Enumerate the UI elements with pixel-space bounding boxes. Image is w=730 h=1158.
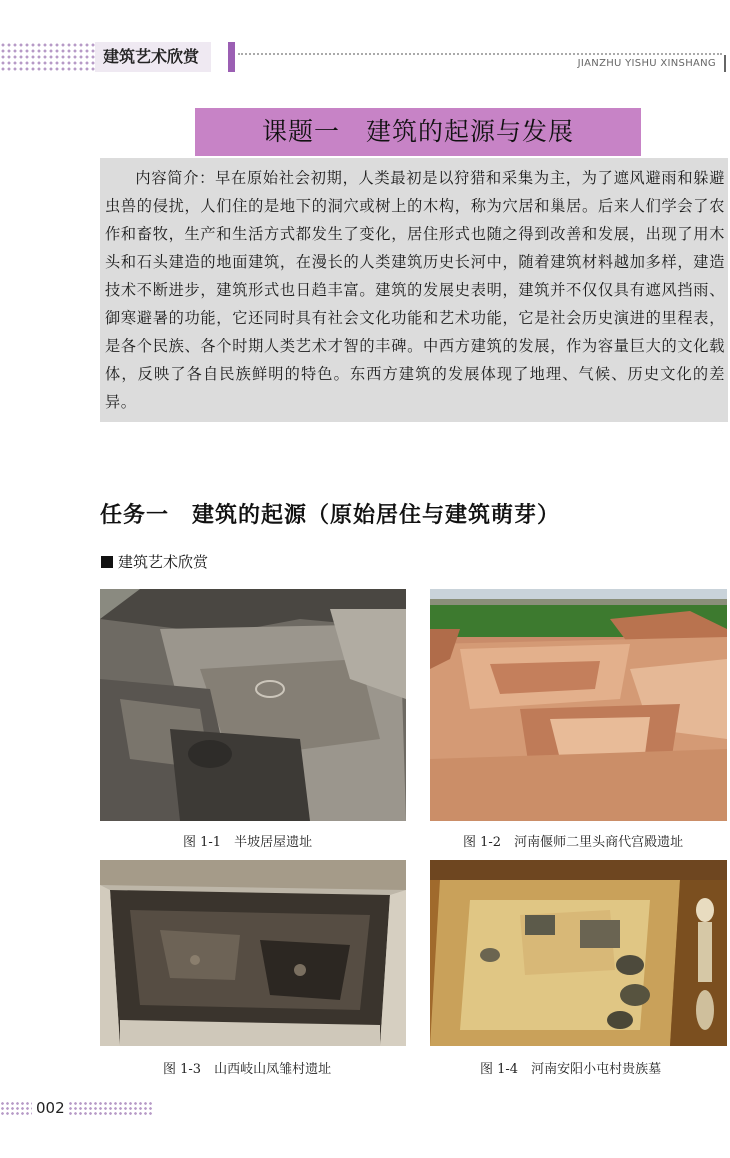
section-square-icon: [101, 556, 113, 568]
header-accent-bar: [228, 42, 235, 72]
figure-1-photo: [100, 589, 406, 821]
header-dotted-rule: [238, 53, 722, 55]
figure-3-caption: 图 1-3 山西岐山凤雏村遗址: [163, 1062, 332, 1077]
header-pinyin-bar: [724, 55, 726, 72]
header-dot-pattern: [0, 42, 95, 72]
figure-4-caption: 图 1-4 河南安阳小屯村贵族墓: [480, 1062, 662, 1077]
page-number: 002: [36, 1099, 65, 1117]
figure-1-caption: 图 1-1 半坡居屋遗址: [183, 835, 313, 850]
figure-3-photo: [100, 860, 406, 1046]
footer-dot-pattern-right: [68, 1101, 152, 1115]
figure-2-photo: [430, 589, 727, 821]
header-title: 建筑艺术欣赏: [95, 42, 211, 72]
intro-text: 内容简介：早在原始社会初期，人类最初是以狩猎和采集为主，为了遮风避雨和躲避虫兽的侵扰，人们住的是地下的洞穴或树上的木构，称为穴居和巢居。后来人们学会了农作和畜牧，生产和生活方式都发生了变化，居住形式也随之得到改善和发展，出现了用木头和石头建造的地面建筑，在漫长的人类建筑历史长河中，随着建筑材料越加多样，建造技术不断进步，建筑形式也日趋丰富。建筑的发展史表明，建筑并不仅仅具有遮风挡雨、御寒避暑的功能，它还同时具有社会文化功能和艺术功能，它是社会历史演进的里程表，是各个民族、各个时期人类艺术才智的丰碑。中西方建筑的发展，作为容量巨大的文化载体，反映了各自民族鲜明的特色。东西方建筑的发展体现了地理、气候、历史文化的差异。: [105, 169, 725, 411]
section-label: 建筑艺术欣赏: [118, 553, 209, 571]
task-heading: 任务一 建筑的起源（原始居住与建筑萌芽）: [100, 502, 561, 528]
topic-title: 课题一 建筑的起源与发展: [195, 108, 641, 156]
figure-2-caption: 图 1-2 河南偃师二里头商代宫殿遗址: [463, 835, 684, 850]
figure-4-photo: [430, 860, 727, 1046]
footer-dot-pattern-left: [0, 1101, 32, 1115]
header-pinyin: JIANZHU YISHU XINSHANG: [577, 58, 716, 69]
